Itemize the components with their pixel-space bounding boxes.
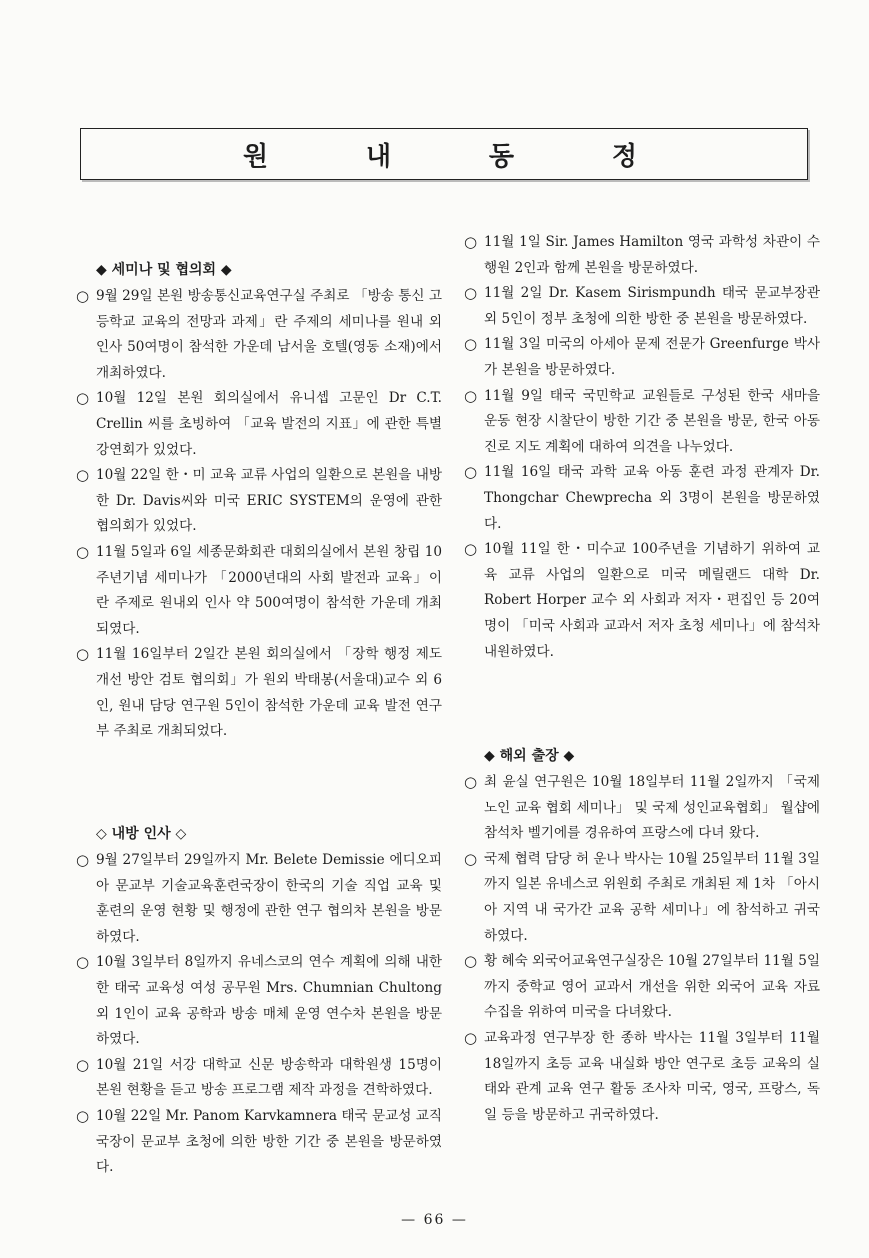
circle-bullet-icon: ○ bbox=[76, 542, 90, 561]
item-text: 10월 3일부터 8일까지 유네스코의 연수 계획에 의해 내한한 태국 교육성 여성 공무원 Mrs. Chumnian Chultong 외 1인이 교육 공학과 방송 매체 운영 연수차 본원을 방문하였다. bbox=[96, 954, 442, 1048]
circle-bullet-icon: ○ bbox=[464, 463, 478, 482]
visitors-continued-section bbox=[464, 230, 820, 665]
list-item bbox=[76, 642, 442, 744]
list-item bbox=[464, 384, 820, 461]
list-item bbox=[464, 281, 820, 332]
item-text: 10월 21일 서강 대학교 신문 방송학과 대학원생 15명이 본원 현황을 듣고 방송 프로그램 제작 과정을 견학하였다. bbox=[96, 1056, 442, 1099]
visitors-section bbox=[76, 822, 442, 1181]
circle-bullet-icon: ○ bbox=[76, 1055, 90, 1074]
item-text: 10월 22일 Mr. Panom Karvkamnera 태국 문교성 교직국장이 문교부 초청에 의한 방한 기간 중 본원을 방문하였다. bbox=[96, 1107, 442, 1176]
list-item bbox=[464, 332, 820, 383]
item-text: 11월 16일부터 2일간 본원 회의실에서 「장학 행정 제도 개선 방안 검토 협의회」가 원외 박태봉(서울대)교수 외 6인, 원내 담당 연구원 5인이 참석한 가운데 교육 발전 연구부 주최로 개최되었다. bbox=[96, 646, 442, 740]
page-title-char: 내 bbox=[365, 141, 392, 172]
item-text: 11월 9일 태국 국민학교 교원들로 구성된 한국 새마을 운동 현장 시찰단이 방한 기간 중 본원을 방문, 한국 아동 진로 지도 계획에 대하여 의견을 나누었다. bbox=[484, 387, 820, 455]
circle-bullet-icon: ○ bbox=[464, 386, 478, 405]
list-item bbox=[464, 230, 820, 281]
circle-bullet-icon: ○ bbox=[464, 849, 478, 868]
item-text: 10월 12일 본원 회의실에서 유니셉 고문인 Dr C.T. Crellin 씨를 초빙하여 「교육 발전의 지표」에 관한 특별 강연회가 있었다. bbox=[96, 390, 442, 458]
circle-bullet-icon: ○ bbox=[76, 389, 90, 408]
circle-bullet-icon: ○ bbox=[464, 233, 478, 251]
circle-bullet-icon: ○ bbox=[464, 335, 478, 354]
circle-bullet-icon: ○ bbox=[464, 540, 478, 559]
item-text: 11월 3일 미국의 아세아 문제 전문가 Greenfurge 박사가 본원을 방문하였다. bbox=[484, 336, 820, 378]
list-item bbox=[464, 537, 820, 665]
page-number: — 66 — bbox=[401, 1212, 468, 1228]
list-item bbox=[76, 540, 442, 642]
list-item bbox=[76, 284, 442, 386]
circle-bullet-icon: ○ bbox=[464, 284, 478, 303]
circle-bullet-icon: ○ bbox=[76, 953, 90, 972]
list-item bbox=[76, 386, 442, 463]
item-text: 11월 2일 Dr. Kasem Sirismpundh 태국 문교부장관 외 5인이 정부 초청에 의한 방한 중 본원을 방문하였다. bbox=[484, 285, 820, 327]
section-heading: ◆ 세미나 및 협의회 ◆ bbox=[96, 262, 232, 278]
page-title-char: 원 bbox=[243, 141, 269, 172]
circle-bullet-icon: ○ bbox=[464, 773, 478, 791]
list-item bbox=[76, 848, 442, 950]
list-item bbox=[76, 1104, 442, 1181]
circle-bullet-icon: ○ bbox=[464, 952, 478, 971]
item-text: 11월 5일과 6일 세종문화회관 대회의실에서 본원 창립 10주년기념 세미나가 「2000년대의 사회 발전과 교육」이란 주제로 원내외 인사 약 500여명이 참석한 가운데 개최되였다. bbox=[96, 543, 442, 637]
item-text: 최 윤실 연구원은 10월 18일부터 11월 2일까지 「국제 노인 교육 협회 세미나」 및 국제 성인교육협회」 월샵에 참석차 벨기에를 경유하여 프랑스에 다녀 왔다. bbox=[484, 774, 820, 842]
list-item bbox=[76, 950, 442, 1052]
list-item bbox=[464, 460, 820, 537]
section-heading: ◇ 내방 인사 ◇ bbox=[96, 826, 187, 842]
circle-bullet-icon: ○ bbox=[76, 287, 90, 305]
seminar-section bbox=[76, 258, 442, 745]
list-item bbox=[464, 1026, 820, 1128]
list-item bbox=[464, 949, 820, 1026]
list-item bbox=[464, 847, 820, 949]
item-text: 11월 16일 태국 과학 교육 아동 훈련 과정 관계자 Dr. Thongchar Chewprecha 외 3명이 본원을 방문하였다. bbox=[484, 464, 820, 532]
list-item bbox=[76, 463, 442, 540]
item-text: 국제 협력 담당 허 운나 박사는 10월 25일부터 11월 3일까지 일본 유네스코 위원회 주최로 개최된 제 1차 「아시아 지역 내 국가간 교육 공학 세미나」에 참석하고 귀국하였다. bbox=[484, 850, 820, 944]
page-title-char: 정 bbox=[611, 141, 637, 172]
page-title-box bbox=[80, 128, 808, 180]
circle-bullet-icon: ○ bbox=[76, 1106, 90, 1125]
item-text: 11월 1일 Sir. James Hamilton 영국 과학성 차관이 수행원 2인과 함께 본원을 방문하였다. bbox=[484, 234, 820, 276]
item-text: 10월 11일 한・미수교 100주년을 기념하기 위하여 교육 교류 사업의 일환으로 미국 메릴랜드 대학 Dr. Robert Horper 교수 외 사회과 저자・편집인 등 20여명이 「미국 사회과 교과서 저자 초청 세미나」에 참석차 내원하였다. bbox=[484, 541, 820, 660]
item-text: 10월 22일 한・미 교육 교류 사업의 일환으로 본원을 내방한 Dr. Davis씨와 미국 ERIC SYSTEM의 운영에 관한 협의회가 있었다. bbox=[96, 467, 442, 535]
item-text: 9월 27일부터 29일까지 Mr. Belete Demissie 에디오피아 문교부 기술교육훈련국장이 한국의 기술 직업 교육 및 훈련의 운영 현황 및 행정에 관한 연구 협의차 본원을 방문하였다. bbox=[96, 852, 442, 945]
circle-bullet-icon: ○ bbox=[76, 466, 90, 485]
circle-bullet-icon: ○ bbox=[464, 1028, 478, 1047]
item-text: 황 혜숙 외국어교육연구실장은 10월 27일부터 11월 5일까지 중학교 영어 교과서 개선을 위한 외국어 교육 자료 수집을 위하여 미국을 다녀왔다. bbox=[484, 953, 820, 1021]
item-text: 교육과정 연구부장 한 종하 박사는 11월 3일부터 11월 18일까지 초등 교육 내실화 방안 연구로 초등 교육의 실태와 관계 교육 연구 활동 조사차 미국, 영국, 프랑스, 독일 등을 방문하고 귀국하였다. bbox=[484, 1029, 820, 1123]
list-item bbox=[464, 770, 820, 847]
circle-bullet-icon: ○ bbox=[76, 645, 90, 664]
section-heading: ◆ 해외 출장 ◆ bbox=[484, 748, 575, 764]
page-title-char: 동 bbox=[488, 141, 515, 172]
circle-bullet-icon: ○ bbox=[76, 851, 90, 869]
item-text: 9월 29일 본원 방송통신교육연구실 주최로 「방송 통신 고등학교 교육의 전망과 과제」란 주제의 세미나를 원내 외 인사 50여명이 참석한 가운데 남서울 호텔(영동 소재)에서 개최하였다. bbox=[96, 288, 442, 381]
list-item bbox=[76, 1053, 442, 1104]
overseas-trip-section bbox=[464, 744, 820, 1128]
